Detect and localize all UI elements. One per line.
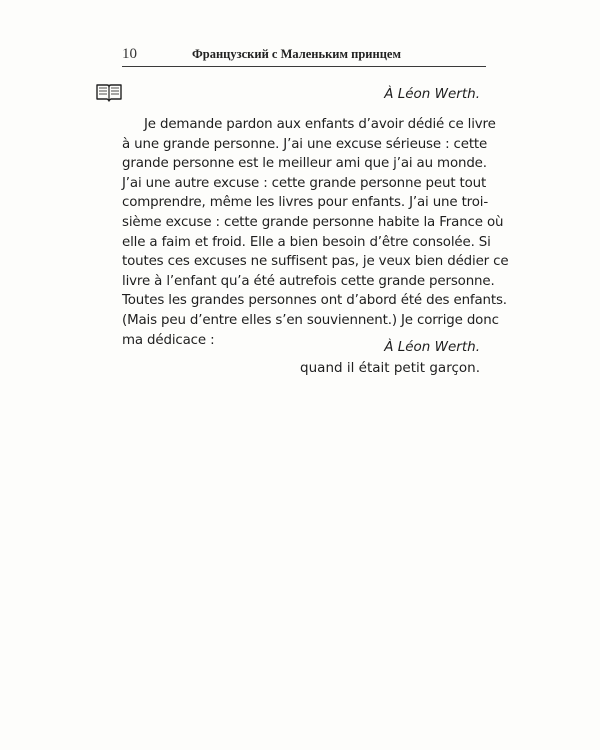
paragraph-line: Je demande pardon aux enfants d’avoir dédié ce livre [144,117,496,132]
paragraph-line: grande personne est le meilleur ami que j’ai au monde. [122,156,487,172]
paragraph-line: (Mais peu d’entre elles s’en souviennent.) Je corrige donc [122,312,499,328]
paragraph-line: elle a faim et froid. Elle a bien besoin d’être consolée. Si [122,234,491,250]
paragraph-line: sième excuse : cette grande personne habite la France où [122,214,504,230]
running-title: Французский с Маленьким принцем [192,47,401,61]
paragraph-line: comprendre, même les livres pour enfants. J’ai une troi- [122,195,489,211]
paragraph-line: livre à l’enfant qu’a été autrefois cette grande personne. [122,273,495,289]
paragraph-line: toutes ces excuses ne suffisent pas, je veux bien dédier ce [122,254,509,270]
running-header [122,44,486,67]
dedication-paragraph [122,115,509,350]
dedication-epigraph: À Léon Werth. [384,86,480,102]
closing-signature: À Léon Werth. [384,339,480,355]
open-book-icon [95,82,123,102]
paragraph-line: J’ai une autre excuse : cette grande personne peut tout [122,175,487,191]
closing-subline: quand il était petit garçon. [300,360,480,376]
paragraph-line: ma dédicace : [122,332,215,348]
dedication-closing [300,337,480,379]
paragraph-line: Toutes les grandes personnes ont d’abord été des enfants. [122,293,507,309]
paragraph-line: à une grande personne. J’ai une excuse sérieuse : cette [122,136,488,152]
page-number: 10 [122,46,137,62]
